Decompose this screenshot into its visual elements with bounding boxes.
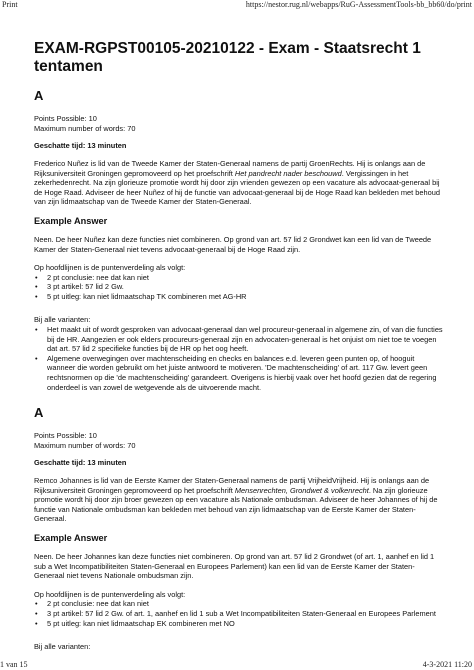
list-item: • Het maakt uit of wordt gesproken van advocaat-generaal dan wel procureur-generaal in algemene zin, of van die functies bij de HR. Aangezien er ook elders procureurs-generaal zijn en advocaten-generaal is het onjuist om niet toe te voegen dat art. 57 lid 2 specifieke functies bij de HR op het oog heeft. xyxy=(34,325,444,354)
question-text: Remco Johannes is lid van de Eerste Kamer der Staten-Generaal namens de partij VrijheidVrijheid. Hij is onlangs aan de Rijksuniversiteit Groningen gepromoveerd op het proefschrift Mensenrechten, Grondwet & volkenrecht. Na zijn glorieuze promotie wordt hij door zijn broer gewezen op een vacature als Nationale ombudsman. Adviseer de heer Johannes of hij de functie van Nationale ombudsman kan bekleden met behoud van zijn lidmaatschap van de Eerste Kamer der Staten-Generaal. xyxy=(34,476,438,524)
list-item: • 3 pt artikel: 57 lid 2 Gw. xyxy=(34,282,444,292)
example-answer-heading: Example Answer xyxy=(34,533,108,544)
distribution-intro: Op hoofdlijnen is de puntenverdeling als volgt: xyxy=(34,589,186,599)
list-item: • 2 pt conclusie: nee dat kan niet xyxy=(34,599,444,609)
question-1 xyxy=(34,88,444,392)
example-answer-text: Neen. De heer Johannes kan deze functies niet combineren. Op grond van art. 57 lid 2 Grondwet (of art. 1, aanhef en lid 1 sub a Wet Incompatibiliteiten Staten-Generaal en Europees Parlement) kan een lid van de Eerste Kamer der Staten-Generaal niet tevens Nationale ombudsman zijn. xyxy=(34,552,435,581)
max-words: Maximum number of words: 70 xyxy=(34,123,136,133)
exam-content xyxy=(34,40,444,652)
question-2 xyxy=(34,405,444,652)
points-distribution-list xyxy=(34,273,444,302)
question-text: Frederico Nuñez is lid van de Tweede Kamer der Staten-Generaal namens de partij GroenRechts. Hij is onlangs aan de Rijksuniversiteit Groningen gepromoveerd op het proefschrift Het pandrecht nader beschouwd. Vergissingen in het zekerhedenrecht. Na zijn glorieuze promotie wordt hij door zijn vrienden gewezen op een vacature als advocaat-generaal bij de Hoge Raad. Adviseer de heer Nuñez of hij de functie van advocaat-generaal bij de Hoge Raad kan bekleden met behoud van zijn lidmaatschap van de Tweede Kamer der Staten-Generaal. xyxy=(34,159,440,207)
exam-title: EXAM-RGPST00105-20210122 - Exam - Staatsrecht 1 tentamen xyxy=(34,40,421,75)
thesis-title: Mensenrechten, Grondwet & volkenrecht xyxy=(234,485,369,495)
page-indicator: 1 van 15 xyxy=(0,660,28,669)
print-datetime: 4-3-2021 11:20 xyxy=(422,660,472,669)
variants-intro: Bij alle varianten: xyxy=(34,315,91,325)
list-item: • 5 pt uitleg: kan niet lidmaatschap EK combineren met NO xyxy=(34,619,444,629)
max-words: Maximum number of words: 70 xyxy=(34,440,136,450)
example-answer-heading: Example Answer xyxy=(34,215,108,226)
points-distribution-list xyxy=(34,599,444,628)
points-possible: Points Possible: 10 xyxy=(34,431,97,441)
thesis-title: Het pandrecht nader beschouwd xyxy=(234,168,342,178)
distribution-intro: Op hoofdlijnen is de puntenverdeling als volgt: xyxy=(34,263,186,273)
question-heading: A xyxy=(34,405,44,421)
variants-list xyxy=(34,325,444,392)
print-label: Print xyxy=(2,0,18,9)
page-url: https://nestor.rug.nl/webapps/RuG-AssessmentTools-bb_bb60/do/print xyxy=(245,0,472,9)
list-item: • 3 pt artikel: 57 lid 2 Gw. of art. 1, aanhef en lid 1 sub a Wet Incompatibiliteiten Staten-Generaal en Europees Parlement xyxy=(34,609,444,619)
list-item: • Algemene overwegingen over machtenscheiding en checks en balances e.d. leveren geen punten op, of hooguit wanneer die worden gebruikt om het juiste antwoord te motiveren. 'De machtenscheiding' of art. 117 Gw. levert geen rechtsnormen op die 'de machtenscheiding' garandeert. Overigens is hierbij vaak over het hoofd gezien dat de regering onderdeel is van zowel de wetgevende als de uitvoerende macht. xyxy=(34,354,444,392)
estimated-time: Geschatte tijd: 13 minuten xyxy=(34,141,127,150)
estimated-time: Geschatte tijd: 13 minuten xyxy=(34,458,127,468)
question-heading: A xyxy=(34,88,44,103)
list-item: • 2 pt conclusie: nee dat kan niet xyxy=(34,273,444,283)
variants-intro: Bij alle varianten: xyxy=(34,642,91,652)
list-item: • 5 pt uitleg: kan niet lidmaatschap TK combineren met AG-HR xyxy=(34,292,444,302)
points-possible: Points Possible: 10 xyxy=(34,114,97,123)
example-answer-text: Neen. De heer Nuñez kan deze functies niet combineren. Op grond van art. 57 lid 2 Grondwet kan een lid van de Tweede Kamer der Staten-Generaal niet tevens advocaat-generaal bij de Hoge Raad zijn. xyxy=(34,234,432,254)
